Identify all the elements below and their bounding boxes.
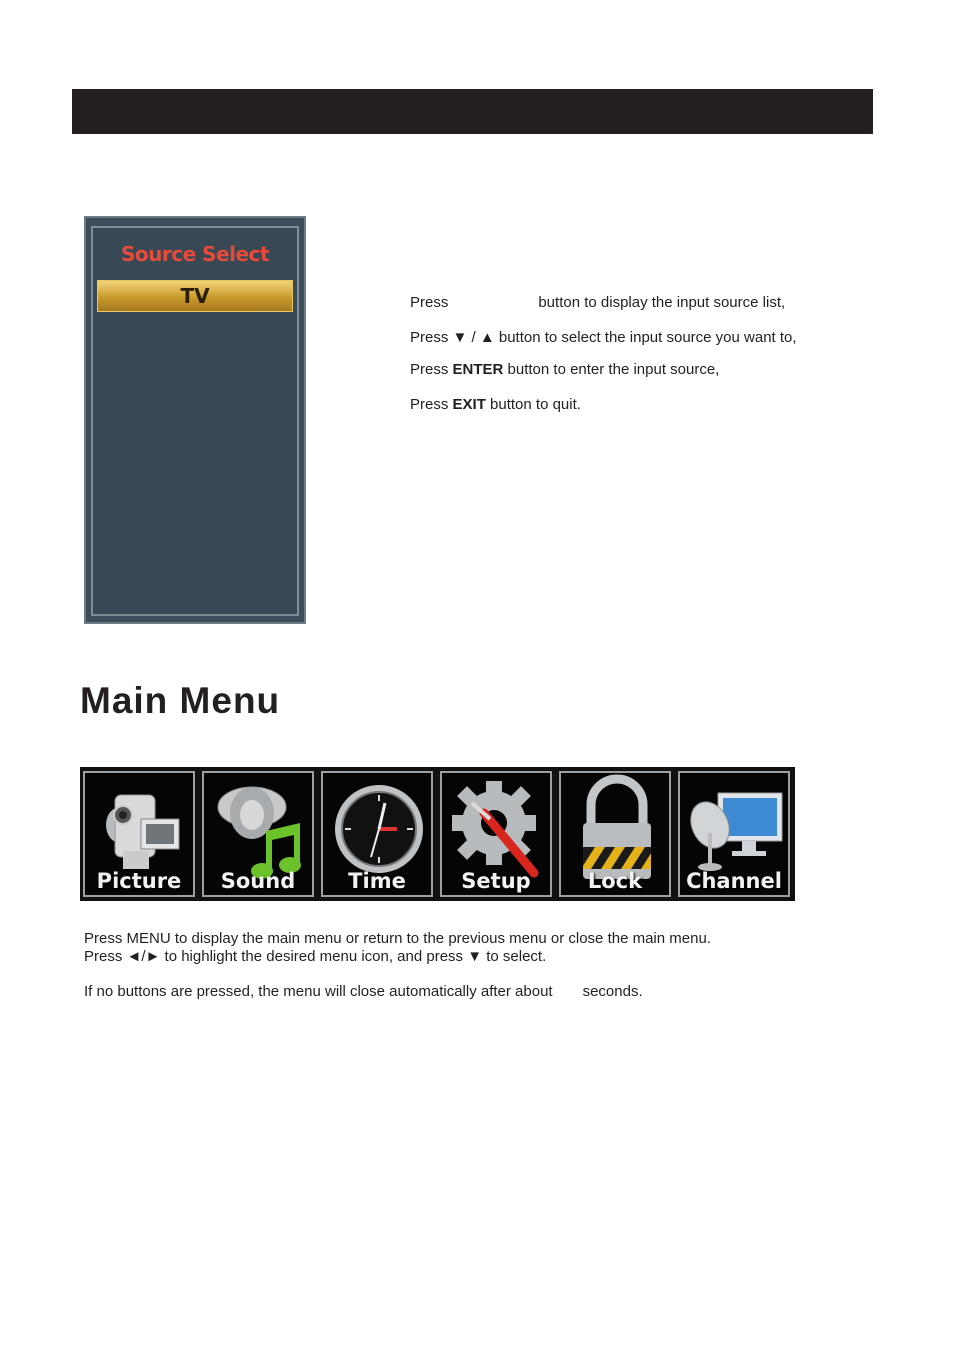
main-menu-heading: Main Menu	[80, 680, 281, 721]
source-select-frame	[91, 226, 299, 616]
instruction-text: button to display the input source list,	[538, 294, 786, 311]
header-bar	[72, 89, 873, 134]
instruction-press: Press	[410, 396, 449, 413]
instruction-line-3	[410, 361, 719, 378]
source-select-title: Source Select	[121, 242, 269, 266]
main-menu-strip	[80, 767, 795, 901]
menu-tile-setup[interactable]	[440, 771, 552, 897]
menu-help-line-3	[84, 983, 643, 1000]
menu-tile-label: Time	[348, 869, 406, 893]
seconds-text: seconds.	[582, 983, 643, 1000]
enter-key-label: ENTER	[452, 361, 504, 378]
menu-tile-lock[interactable]	[559, 771, 671, 897]
instruction-line-4	[410, 396, 581, 413]
instruction-line-2: Press ▼ / ▲ button to select the input source you want to,	[410, 329, 797, 346]
menu-tile-channel[interactable]	[678, 771, 790, 897]
menu-tile-sound[interactable]	[202, 771, 314, 897]
auto-close-text: If no buttons are pressed, the menu will close automatically after about	[84, 983, 553, 1000]
menu-tile-label: Sound	[220, 869, 296, 893]
menu-tile-label: Setup	[461, 869, 531, 893]
source-item-tv[interactable]: TV	[97, 280, 293, 312]
exit-key-label: EXIT	[452, 396, 486, 413]
instruction-press: Press	[410, 361, 449, 378]
menu-help-line-2: Press ◄/► to highlight the desired menu icon, and press ▼ to select.	[84, 948, 547, 965]
menu-help-line-1: Press MENU to display the main menu or return to the previous menu or close the main menu.	[84, 930, 711, 947]
menu-tile-label: Lock	[587, 869, 643, 893]
menu-tile-label: Picture	[96, 869, 182, 893]
instruction-line-1	[410, 294, 785, 311]
instruction-text: button to quit.	[490, 396, 581, 413]
menu-tile-time[interactable]	[321, 771, 433, 897]
instruction-text: button to enter the input source,	[507, 361, 720, 378]
instruction-press: Press	[410, 294, 449, 311]
menu-tile-picture[interactable]	[83, 771, 195, 897]
source-select-panel	[84, 216, 306, 624]
menu-tile-label: Channel	[686, 869, 782, 893]
